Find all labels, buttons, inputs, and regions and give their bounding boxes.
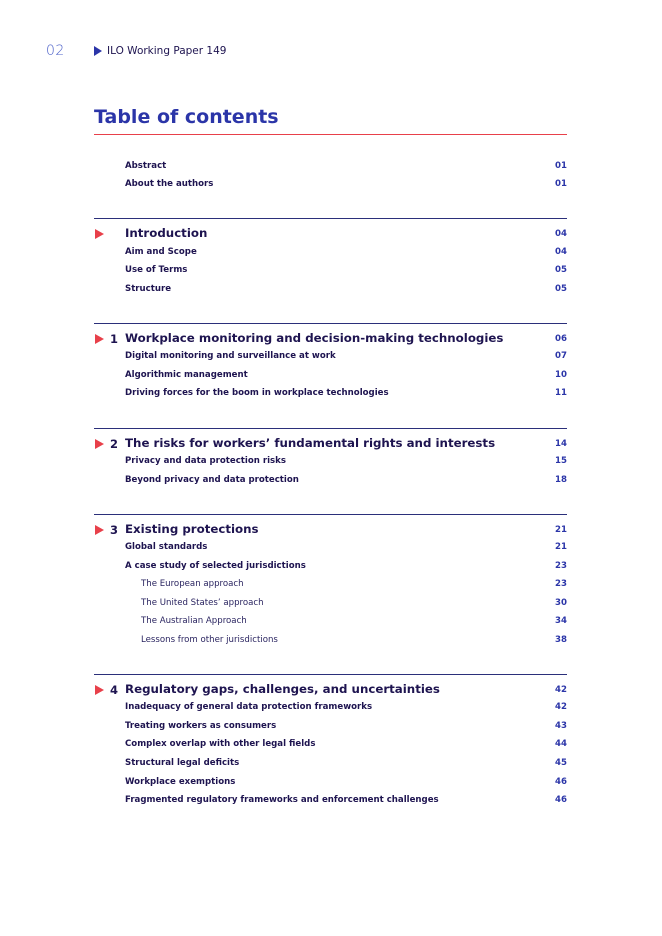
- toc-entry[interactable]: [94, 351, 567, 367]
- toc-entry-page: 07: [555, 351, 567, 361]
- toc-entry-page: 01: [555, 161, 567, 171]
- chapter-title: Regulatory gaps, challenges, and uncertainties: [125, 682, 440, 696]
- toc-entry[interactable]: [94, 370, 567, 386]
- chapter-number: 3: [110, 523, 119, 537]
- toc-entry[interactable]: [94, 284, 567, 300]
- chapter-page: 14: [555, 439, 567, 449]
- triangle-marker-icon: [95, 685, 104, 695]
- running-header: [94, 45, 226, 57]
- chapter-page: 04: [555, 229, 567, 239]
- toc-entry[interactable]: [94, 739, 567, 755]
- section-rule: [94, 323, 567, 324]
- toc-chapter-3[interactable]: [94, 524, 567, 540]
- toc-entry-abstract[interactable]: [94, 161, 567, 177]
- toc-subentry-label: The Australian Approach: [141, 616, 247, 626]
- running-header-title: ILO Working Paper 149: [107, 45, 227, 57]
- triangle-marker-icon: [95, 229, 104, 239]
- toc-entry[interactable]: [94, 247, 567, 263]
- toc-entry-page: 23: [555, 561, 567, 571]
- toc-entry-label: About the authors: [125, 179, 214, 189]
- toc-entry-label: Algorithmic management: [125, 370, 248, 380]
- toc-entry-label: Beyond privacy and data protection: [125, 475, 299, 485]
- toc-entry-label: Workplace exemptions: [125, 777, 236, 787]
- triangle-marker-icon: [95, 525, 104, 535]
- toc-entry-label: Use of Terms: [125, 265, 188, 275]
- chapter-title: The risks for workers’ fundamental rights and interests: [125, 436, 496, 450]
- toc-entry[interactable]: [94, 702, 567, 718]
- chapter-number: 2: [110, 437, 119, 451]
- toc-entry-page: 21: [555, 542, 567, 552]
- toc-entry-label: Treating workers as consumers: [125, 721, 277, 731]
- section-rule: [94, 428, 567, 429]
- toc-entry-label: Fragmented regulatory frameworks and enforcement challenges: [125, 795, 439, 805]
- toc-entry-page: 15: [555, 456, 567, 466]
- toc-entry-page: 05: [555, 284, 567, 294]
- toc-entry-label: Complex overlap with other legal fields: [125, 739, 316, 749]
- toc-entry-page: 43: [555, 721, 567, 731]
- toc-subentry[interactable]: [94, 579, 567, 595]
- toc-entry-label: Abstract: [125, 161, 167, 171]
- toc-entry-label: Global standards: [125, 542, 208, 552]
- triangle-marker-icon: [95, 334, 104, 344]
- toc-entry[interactable]: [94, 456, 567, 472]
- triangle-marker-icon: [95, 439, 104, 449]
- toc-entry-label: Aim and Scope: [125, 247, 197, 257]
- toc-subentry-label: Lessons from other jurisdictions: [141, 635, 278, 645]
- section-rule: [94, 218, 567, 219]
- toc-entry-page: 30: [555, 598, 567, 608]
- toc-chapter-introduction[interactable]: [94, 228, 567, 244]
- toc-title-rule: [94, 134, 567, 135]
- chapter-title: Introduction: [125, 226, 208, 240]
- toc-entry-page: 34: [555, 616, 567, 626]
- toc-entry-page: 18: [555, 475, 567, 485]
- toc-entry-label: A case study of selected jurisdictions: [125, 561, 306, 571]
- toc-subentry-label: The United States’ approach: [141, 598, 264, 608]
- toc-entry-label: Structure: [125, 284, 172, 294]
- toc-entry-label: Privacy and data protection risks: [125, 456, 287, 466]
- toc-entry[interactable]: [94, 388, 567, 404]
- toc-entry-page: 10: [555, 370, 567, 380]
- toc-entry-page: 04: [555, 247, 567, 257]
- toc-chapter-2[interactable]: [94, 438, 567, 454]
- toc-entry-page: 05: [555, 265, 567, 275]
- toc-entry[interactable]: [94, 561, 567, 577]
- toc-entry-page: 44: [555, 739, 567, 749]
- chapter-page: 06: [555, 334, 567, 344]
- toc-entry-page: 45: [555, 758, 567, 768]
- section-rule: [94, 514, 567, 515]
- toc-entry-page: 01: [555, 179, 567, 189]
- chapter-number: 4: [110, 683, 119, 697]
- toc-entry-page: 42: [555, 702, 567, 712]
- toc-entry[interactable]: [94, 795, 567, 811]
- toc-entry[interactable]: [94, 721, 567, 737]
- chapter-page: 42: [555, 685, 567, 695]
- toc-subentry[interactable]: [94, 616, 567, 632]
- toc-entry[interactable]: [94, 542, 567, 558]
- toc-entry-page: 38: [555, 635, 567, 645]
- toc-entry-page: 23: [555, 579, 567, 589]
- chapter-title: Workplace monitoring and decision-making technologies: [125, 331, 504, 345]
- page-number: 02: [46, 43, 65, 59]
- toc-entry-about-authors[interactable]: [94, 179, 567, 195]
- toc-entry-page: 46: [555, 777, 567, 787]
- play-arrow-icon: [94, 46, 102, 56]
- toc-entry-label: Structural legal deficits: [125, 758, 240, 768]
- toc-entry-page: 46: [555, 795, 567, 805]
- toc-chapter-4[interactable]: [94, 684, 567, 700]
- toc-chapter-1[interactable]: [94, 333, 567, 349]
- toc-entry[interactable]: [94, 758, 567, 774]
- toc-subentry[interactable]: [94, 598, 567, 614]
- toc-entry[interactable]: [94, 475, 567, 491]
- section-rule: [94, 674, 567, 675]
- toc-entry-label: Digital monitoring and surveillance at work: [125, 351, 336, 361]
- toc-title: Table of contents: [94, 106, 279, 128]
- toc-subentry-label: The European approach: [141, 579, 244, 589]
- chapter-number: 1: [110, 332, 119, 346]
- toc-entry[interactable]: [94, 777, 567, 793]
- chapter-page: 21: [555, 525, 567, 535]
- toc-entry-page: 11: [555, 388, 567, 398]
- toc-entry[interactable]: [94, 265, 567, 281]
- toc-subentry[interactable]: [94, 635, 567, 651]
- toc-entry-label: Driving forces for the boom in workplace technologies: [125, 388, 389, 398]
- chapter-title: Existing protections: [125, 522, 259, 536]
- toc-entry-label: Inadequacy of general data protection frameworks: [125, 702, 373, 712]
